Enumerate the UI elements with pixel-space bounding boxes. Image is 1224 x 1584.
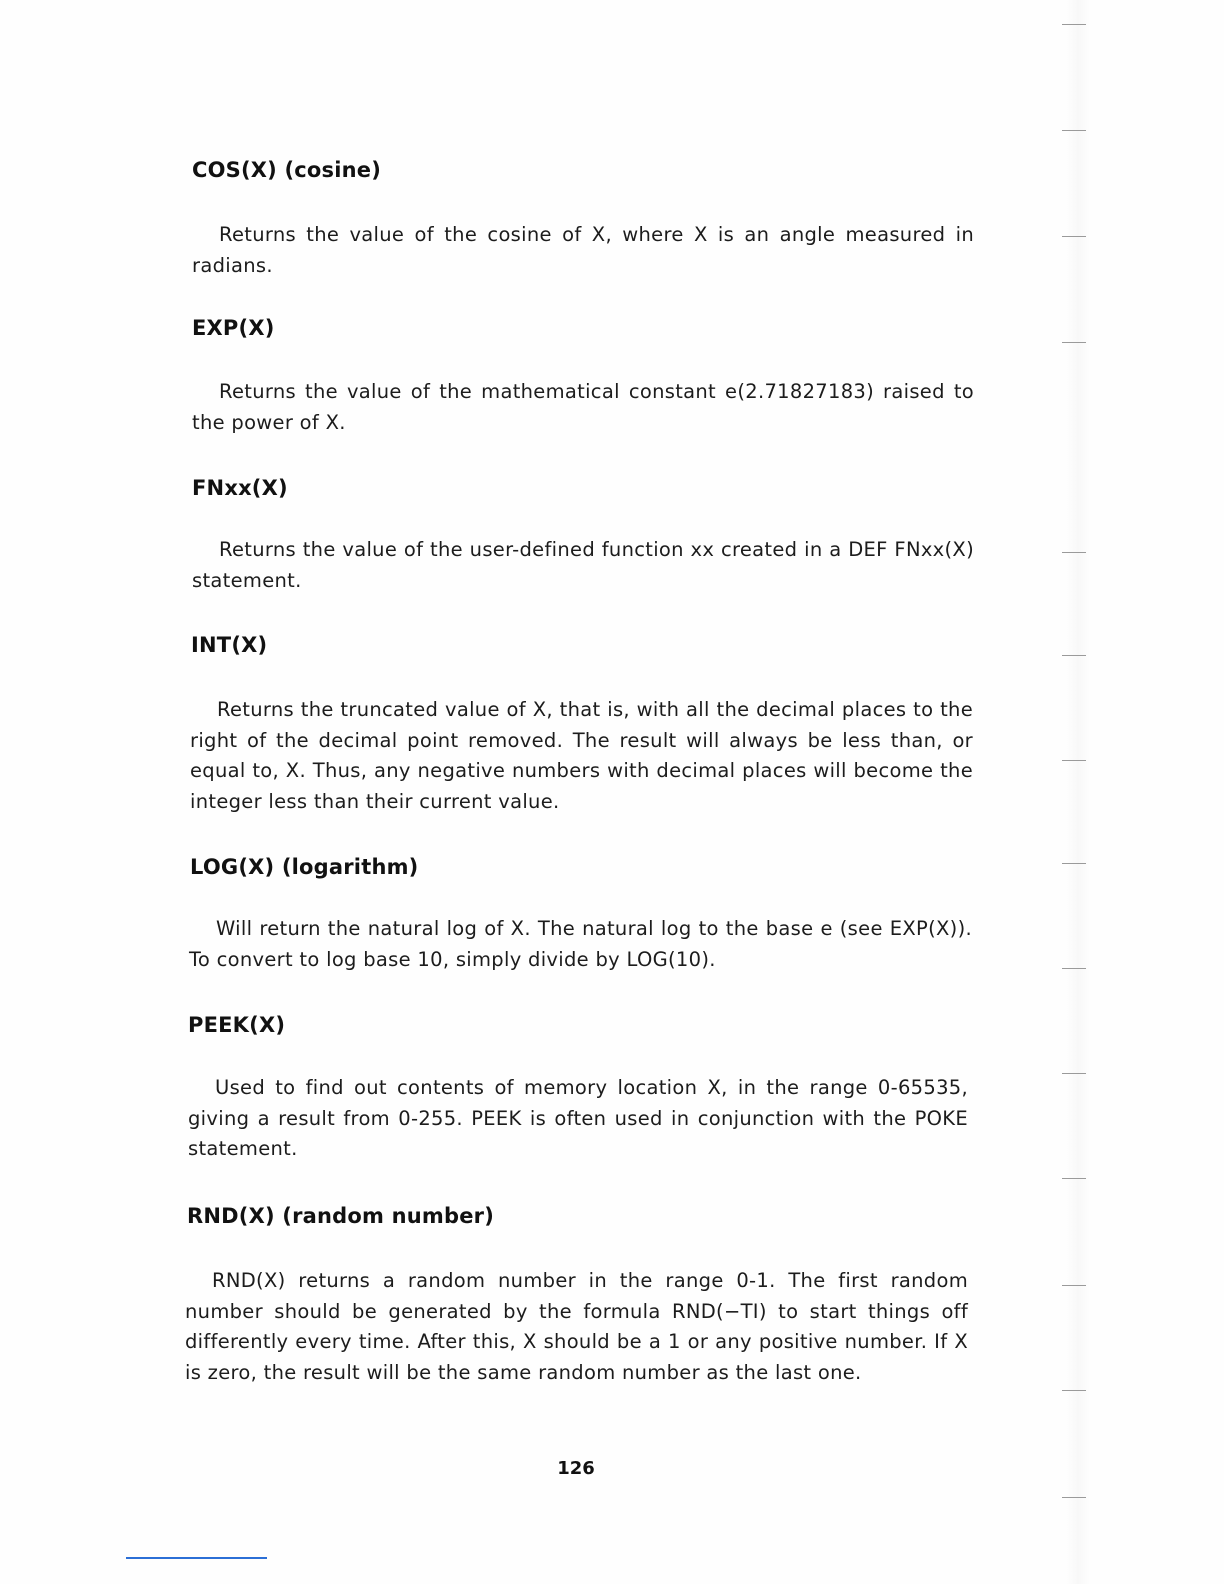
entry-text-peek (188, 1073, 968, 1165)
binder-mark (1062, 1178, 1086, 1179)
entry-text-rnd-content: RND(X) returns a random number in the range 0-1. The first random number should be generated by the formula RND(−TI) to start things off differently every time. After this, X should be a 1 or any positive number. If X is zero, the result will be the same random number as the last one. (185, 1269, 968, 1384)
entry-text-cos (192, 220, 974, 281)
binder-mark (1062, 863, 1086, 864)
entry-text-fnxx-content: Returns the value of the user-defined function xx created in a DEF FNxx(X) statement. (192, 538, 974, 592)
entry-text-exp-content: Returns the value of the mathematical constant e(2.71827183) raised to the power of X. (192, 380, 974, 434)
entry-text-rnd (185, 1266, 968, 1388)
binder-mark (1062, 236, 1086, 237)
binder-mark (1062, 1390, 1086, 1391)
binder-mark (1062, 760, 1086, 761)
entry-text-int-content: Returns the truncated value of X, that is, with all the decimal places to the right of the decimal point removed. The result will always be less than, or equal to, X. Thus, any negative numbers with decimal places will become the integer less than their current value. (190, 698, 973, 813)
entry-text-int (190, 695, 973, 817)
entry-heading-exp: EXP(X) (192, 316, 275, 340)
entry-heading-fnxx: FNxx(X) (192, 476, 288, 500)
entry-text-peek-content: Used to find out contents of memory location X, in the range 0-65535, giving a result from 0-255. PEEK is often used in conjunction with the POKE statement. (188, 1076, 968, 1160)
entry-text-log-content: Will return the natural log of X. The natural log to the base e (see EXP(X)). To convert to log base 10, simply divide by LOG(10). (189, 917, 972, 971)
entry-text-fnxx (192, 535, 974, 596)
entry-text-cos-content: Returns the value of the cosine of X, where X is an angle measured in radians. (192, 223, 974, 277)
entry-heading-rnd: RND(X) (random number) (187, 1204, 495, 1228)
page-number: 126 (557, 1458, 595, 1479)
bottom-rule (126, 1557, 267, 1559)
entry-text-log (189, 914, 972, 975)
entry-heading-int: INT(X) (191, 633, 268, 657)
scan-edge-strip (1066, 0, 1090, 1584)
binder-mark (1062, 24, 1086, 25)
binder-mark (1062, 552, 1086, 553)
entry-heading-log: LOG(X) (logarithm) (190, 855, 419, 879)
binder-mark (1062, 130, 1086, 131)
binder-mark (1062, 1285, 1086, 1286)
binder-mark (1062, 1073, 1086, 1074)
binder-mark (1062, 655, 1086, 656)
entry-heading-peek: PEEK(X) (188, 1013, 286, 1037)
binder-mark (1062, 1497, 1086, 1498)
entry-heading-cos: COS(X) (cosine) (192, 158, 382, 182)
entry-text-exp (192, 377, 974, 438)
binder-mark (1062, 968, 1086, 969)
binder-mark (1062, 342, 1086, 343)
